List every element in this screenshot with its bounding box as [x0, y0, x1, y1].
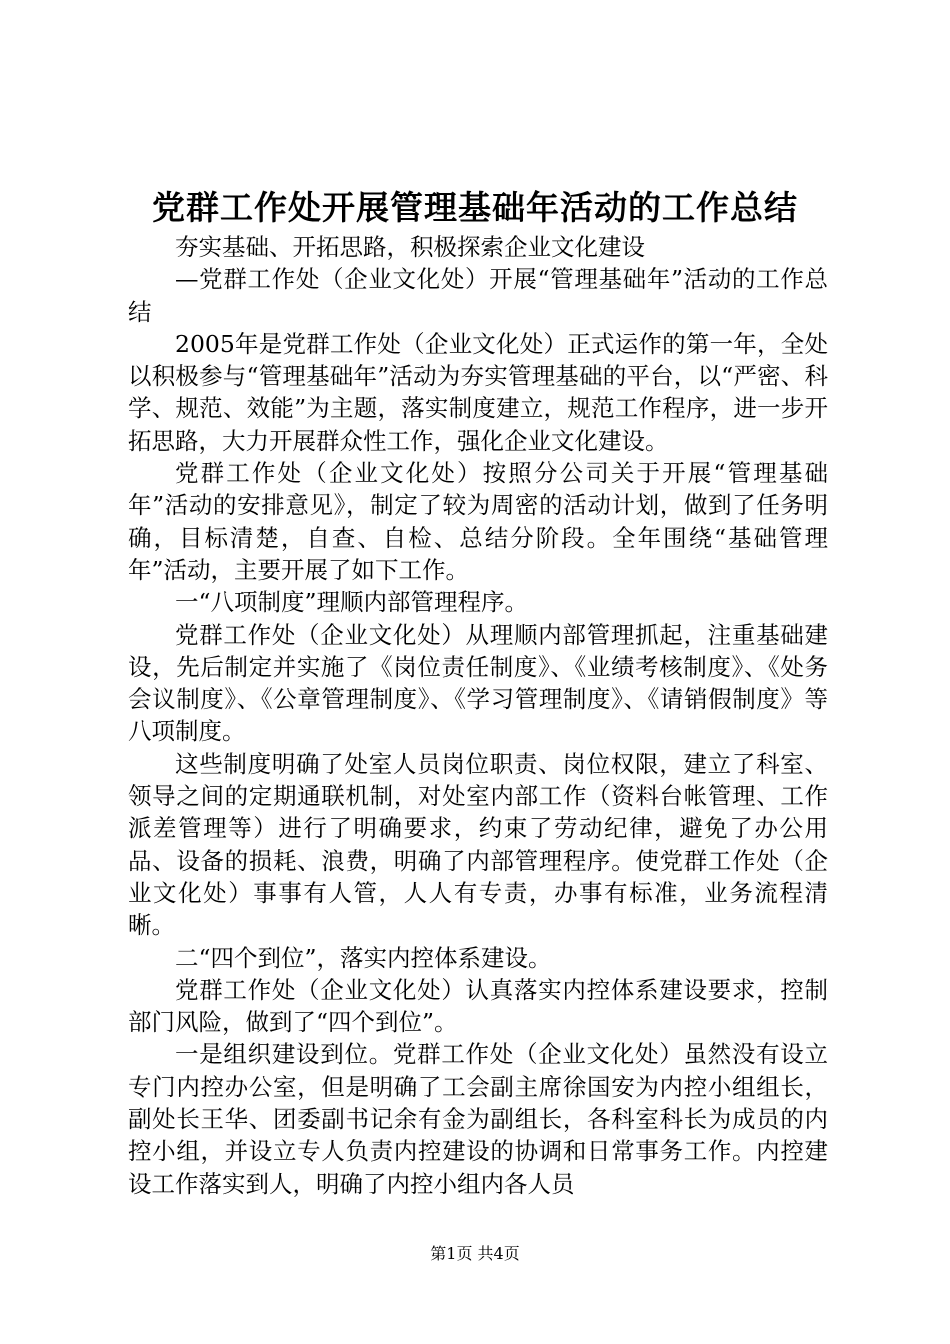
paragraph: 2005年是党群工作处（企业文化处）正式运作的第一年，全处以积极参与“管理基础年”活动为夯实管理基础的平台，以“严密、科学、规范、效能”为主题，落实制度建立，规范工作程序，进一步开拓思路，大力开展群众性工作，强化企业文化建设。: [128, 329, 828, 455]
section-heading: 一“八项制度”理顺内部管理程序。: [175, 588, 529, 617]
paragraph: 党群工作处（企业文化处）认真落实内控体系建设要求，控制部门风险，做到了“四个到位”。: [128, 975, 828, 1037]
paragraph: 一是组织建设到位。党群工作处（企业文化处）虽然没有设立专门内控办公室，但是明确了工会副主席徐国安为内控小组组长，副处长王华、团委副书记余有金为副组长，各科室科长为成员的内控小组，并设立专人负责内控建设的协调和日常事务工作。内控建设工作落实到人，明确了内控小组内各人员: [128, 1040, 828, 1198]
page-number: 第1页 共4页: [430, 1244, 520, 1263]
paragraph: 这些制度明确了处室人员岗位职责、岗位权限，建立了科室、领导之间的定期通联机制，对处室内部工作（资料台帐管理、工作派差管理等）进行了明确要求，约束了劳动纪律，避免了办公用品、设备的损耗、浪费，明确了内部管理程序。使党群工作处（企业文化处）事事有人管，人人有专责，办事有标准，业务流程清晰。: [128, 749, 828, 940]
paragraph-subtitle: 夯实基础、开拓思路，积极探索企业文化建设: [175, 233, 645, 261]
paragraph: 党群工作处（企业文化处）按照分公司关于开展“管理基础年”活动的安排意见》，制定了较为周密的活动计划，做到了任务明确，目标清楚，自查、自检、总结分阶段。全年围绕“基础管理年”活动，主要开展了如下工作。: [128, 459, 828, 584]
document-body: [128, 231, 828, 1200]
document-title: 党群工作处开展管理基础年活动的工作总结: [152, 188, 798, 227]
paragraph-subtitle-2: —党群工作处（企业文化处）开展“管理基础年”活动的工作总结: [128, 265, 828, 326]
section-heading: 二“四个到位”，落实内控体系建设。: [175, 943, 552, 972]
paragraph: 党群工作处（企业文化处）从理顺内部管理抓起，注重基础建设，先后制定并实施了《岗位责任制度》、《业绩考核制度》、《处务会议制度》、《公章管理制度》、《学习管理制度》、《请销假制度》等八项制度。: [128, 620, 828, 746]
